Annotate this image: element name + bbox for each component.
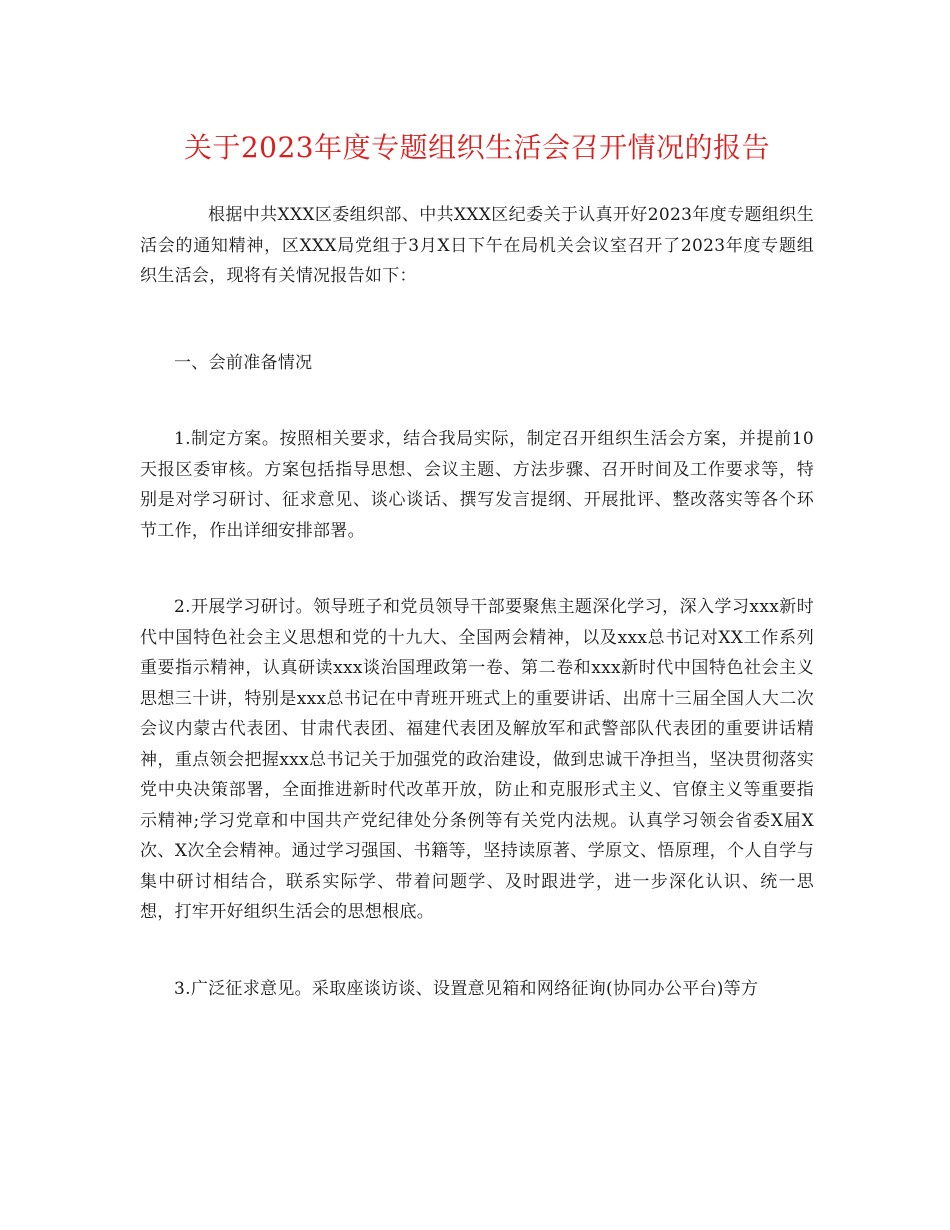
intro-paragraph: 根据中共XXX区委组织部、中共XXX区纪委关于认真开好2023年度专题组织生活会的通知精神，区XXX局党组于3月X日下午在局机关会议室召开了2023年度专题组织生活会，现将有关情况报告如下： <box>140 205 814 286</box>
section-heading: 一、会前准备情况 <box>174 352 313 373</box>
list-item: 3.广泛征求意见。采取座谈访谈、设置意见箱和网络征询(协同办公平台)等方 <box>174 978 759 999</box>
list-item: 1.制定方案。按照相关要求，结合我局实际，制定召开组织生活会方案，并提前10天报区委审核。方案包括指导思想、会议主题、方法步骤、召开时间及工作要求等，特别是对学习研讨、征求意见、谈心谈话、撰写发言提纲、开展批评、整改落实等各个环节工作，作出详细安排部署。 <box>140 429 814 541</box>
document-title: 关于2023年度专题组织生活会召开情况的报告 <box>183 131 771 164</box>
list-item: 2.开展学习研讨。领导班子和党员领导干部要聚焦主题深化学习，深入学习xxx新时代中国特色社会主义思想和党的十九大、全国两会精神，以及xxx总书记对XX工作系列重要指示精神，认真研读xxx谈治国理政第一卷、第二卷和xxx新时代中国特色社会主义思想三十讲，特别是xxx总书记在中青班开班式上的重要讲话、出席十三届全国人大二次会议内蒙古代表团、甘肃代表团、福建代表团及解放军和武警部队代表团的重要讲话精神，重点领会把握xxx总书记关于加强党的政治建设，做到忠诚干净担当，坚决贯彻落实党中央决策部署，全面推进新时代改革开放，防止和克服形式主义、官僚主义等重要指示精神;学习党章和中国共产党纪律处分条例等有关党内法规。认真学习领会省委X届X次、X次全会精神。通过学习强国、书籍等，坚持读原著、学原文、悟原理，个人自学与集中研讨相结合，联系实际学、带着问题学、及时跟进学，进一步深化认识、统一思想，打牢开好组织生活会的思想根底。 <box>140 597 814 922</box>
